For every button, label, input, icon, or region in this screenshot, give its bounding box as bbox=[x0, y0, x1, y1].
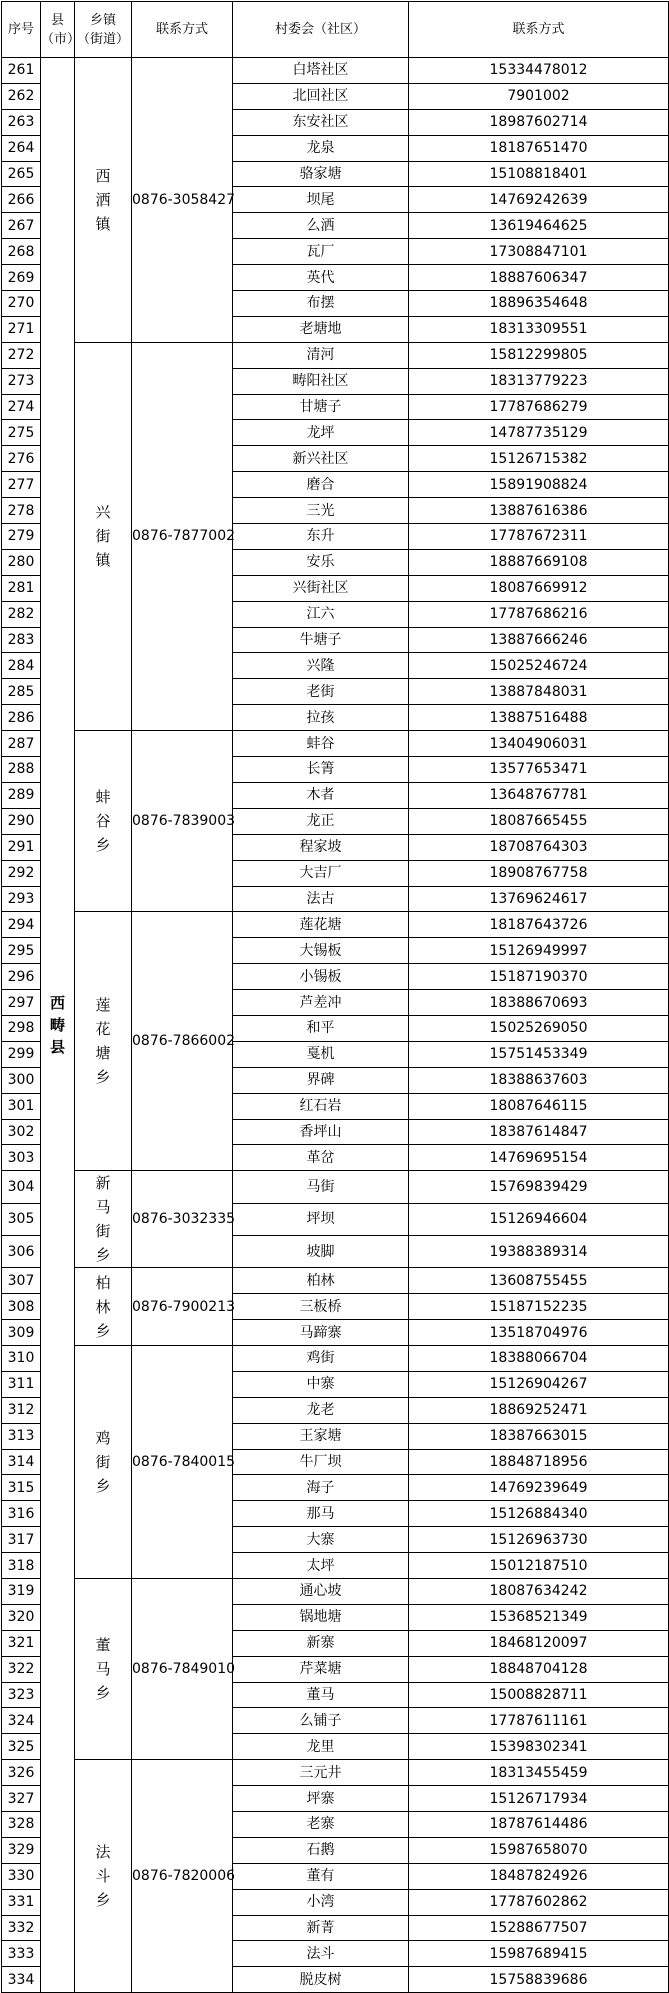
table-row bbox=[2, 1345, 669, 1371]
town-char: 花 bbox=[95, 1020, 111, 1039]
village-name: 王家塘 bbox=[233, 1423, 409, 1449]
village-name: 蚌谷 bbox=[233, 731, 409, 757]
village-phone: 13887848031 bbox=[409, 679, 669, 705]
table-row bbox=[2, 1760, 669, 1786]
village-name: 革岔 bbox=[233, 1145, 409, 1171]
row-seq: 295 bbox=[2, 938, 41, 964]
village-name: 白塔社区 bbox=[233, 58, 409, 84]
village-phone: 15368521349 bbox=[409, 1604, 669, 1630]
village-name: 瓦厂 bbox=[233, 239, 409, 265]
row-seq: 333 bbox=[2, 1941, 41, 1967]
village-name: 小锡板 bbox=[233, 964, 409, 990]
row-seq: 316 bbox=[2, 1501, 41, 1527]
row-seq: 274 bbox=[2, 394, 41, 420]
village-phone: 17787611161 bbox=[409, 1708, 669, 1734]
row-seq: 303 bbox=[2, 1145, 41, 1171]
village-phone: 18387663015 bbox=[409, 1423, 669, 1449]
village-phone: 14769239649 bbox=[409, 1475, 669, 1501]
village-name: 中寨 bbox=[233, 1371, 409, 1397]
row-seq: 311 bbox=[2, 1371, 41, 1397]
village-name: 龙坪 bbox=[233, 420, 409, 446]
village-name: 布摆 bbox=[233, 291, 409, 317]
row-seq: 286 bbox=[2, 705, 41, 731]
village-name: 石鹅 bbox=[233, 1837, 409, 1863]
row-seq: 320 bbox=[2, 1604, 41, 1630]
row-seq: 296 bbox=[2, 964, 41, 990]
village-phone: 15288677507 bbox=[409, 1915, 669, 1941]
village-name: 牛厂坝 bbox=[233, 1449, 409, 1475]
town-phone: 0876-7900213 bbox=[132, 1268, 233, 1346]
village-phone: 18848704128 bbox=[409, 1656, 669, 1682]
village-phone: 13577653471 bbox=[409, 757, 669, 783]
town-char: 林 bbox=[95, 1297, 111, 1316]
village-phone: 15812299805 bbox=[409, 342, 669, 368]
town-char: 鸡 bbox=[95, 1428, 111, 1447]
village-name: 兴隆 bbox=[233, 653, 409, 679]
village-name: 大寨 bbox=[233, 1527, 409, 1553]
header-village: 村委会（社区） bbox=[233, 2, 409, 58]
row-seq: 302 bbox=[2, 1119, 41, 1145]
village-phone: 13404906031 bbox=[409, 731, 669, 757]
town-char: 谷 bbox=[95, 812, 111, 831]
table-row bbox=[2, 58, 669, 84]
village-phone: 15012187510 bbox=[409, 1553, 669, 1579]
village-phone: 15126715382 bbox=[409, 446, 669, 472]
village-phone: 19388389314 bbox=[409, 1235, 669, 1267]
village-phone: 7901002 bbox=[409, 83, 669, 109]
village-name: 龙泉 bbox=[233, 135, 409, 161]
village-name: 鸡街 bbox=[233, 1345, 409, 1371]
row-seq: 261 bbox=[2, 58, 41, 84]
village-phone: 17787686279 bbox=[409, 394, 669, 420]
town-phone: 0876-3058427 bbox=[132, 58, 233, 343]
village-phone: 18187651470 bbox=[409, 135, 669, 161]
header-county-line1: 县 bbox=[50, 12, 64, 28]
row-seq: 314 bbox=[2, 1449, 41, 1475]
village-phone: 18313309551 bbox=[409, 316, 669, 342]
village-phone: 18087669912 bbox=[409, 575, 669, 601]
row-seq: 281 bbox=[2, 575, 41, 601]
table-row bbox=[2, 1268, 669, 1294]
header-town-line2: （街道） bbox=[76, 31, 129, 47]
town-cell bbox=[75, 731, 132, 912]
table-body bbox=[2, 58, 669, 1993]
village-name: 龙正 bbox=[233, 808, 409, 834]
town-char: 西 bbox=[95, 166, 111, 185]
town-cell bbox=[75, 1171, 132, 1268]
village-phone: 15108818401 bbox=[409, 161, 669, 187]
village-name: 小湾 bbox=[233, 1889, 409, 1915]
table-row bbox=[2, 1578, 669, 1604]
village-phone: 15758839686 bbox=[409, 1967, 669, 1993]
village-phone: 15008828711 bbox=[409, 1682, 669, 1708]
town-cell bbox=[75, 1268, 132, 1346]
county-char: 畴 bbox=[49, 1016, 65, 1035]
village-phone: 18896354648 bbox=[409, 291, 669, 317]
village-phone: 15126717934 bbox=[409, 1786, 669, 1812]
row-seq: 319 bbox=[2, 1578, 41, 1604]
row-seq: 298 bbox=[2, 1015, 41, 1041]
village-name: 英代 bbox=[233, 265, 409, 291]
row-seq: 324 bbox=[2, 1708, 41, 1734]
village-name: 畴阳社区 bbox=[233, 368, 409, 394]
header-seq: 序号 bbox=[2, 2, 41, 58]
row-seq: 322 bbox=[2, 1656, 41, 1682]
village-phone: 15126884340 bbox=[409, 1501, 669, 1527]
county-cell bbox=[41, 58, 75, 1993]
town-char: 新 bbox=[95, 1174, 111, 1193]
table-row bbox=[2, 342, 669, 368]
row-seq: 282 bbox=[2, 601, 41, 627]
village-phone: 13769624617 bbox=[409, 886, 669, 912]
row-seq: 308 bbox=[2, 1294, 41, 1320]
village-phone: 18087634242 bbox=[409, 1578, 669, 1604]
village-phone: 18388637603 bbox=[409, 1067, 669, 1093]
village-name: 兴街社区 bbox=[233, 575, 409, 601]
town-cell bbox=[75, 342, 132, 730]
row-seq: 317 bbox=[2, 1527, 41, 1553]
village-phone: 18708764303 bbox=[409, 834, 669, 860]
row-seq: 275 bbox=[2, 420, 41, 446]
village-name: 甘塘子 bbox=[233, 394, 409, 420]
village-phone: 13887616386 bbox=[409, 498, 669, 524]
row-seq: 273 bbox=[2, 368, 41, 394]
village-name: 海子 bbox=[233, 1475, 409, 1501]
row-seq: 278 bbox=[2, 498, 41, 524]
town-char: 乡 bbox=[95, 1891, 111, 1910]
village-phone: 15126949997 bbox=[409, 938, 669, 964]
contact-table bbox=[1, 1, 669, 1993]
county-char: 县 bbox=[49, 1038, 65, 1057]
village-phone: 13887516488 bbox=[409, 705, 669, 731]
town-char: 镇 bbox=[95, 551, 111, 570]
row-seq: 300 bbox=[2, 1067, 41, 1093]
county-char: 西 bbox=[49, 994, 65, 1013]
village-phone: 18187643726 bbox=[409, 912, 669, 938]
row-seq: 306 bbox=[2, 1235, 41, 1267]
row-seq: 309 bbox=[2, 1320, 41, 1346]
row-seq: 268 bbox=[2, 239, 41, 265]
village-name: 法古 bbox=[233, 886, 409, 912]
village-name: 坝尾 bbox=[233, 187, 409, 213]
town-char: 街 bbox=[95, 1222, 111, 1241]
village-phone: 18087665455 bbox=[409, 808, 669, 834]
village-name: 大吉厂 bbox=[233, 860, 409, 886]
village-phone: 15187190370 bbox=[409, 964, 669, 990]
village-phone: 15769839429 bbox=[409, 1171, 669, 1203]
row-seq: 292 bbox=[2, 860, 41, 886]
row-seq: 329 bbox=[2, 1837, 41, 1863]
town-phone: 0876-7877002 bbox=[132, 342, 233, 730]
row-seq: 331 bbox=[2, 1889, 41, 1915]
row-seq: 293 bbox=[2, 886, 41, 912]
village-phone: 15187152235 bbox=[409, 1294, 669, 1320]
village-phone: 18887669108 bbox=[409, 549, 669, 575]
village-phone: 15126963730 bbox=[409, 1527, 669, 1553]
village-name: 坪坝 bbox=[233, 1203, 409, 1235]
row-seq: 321 bbox=[2, 1630, 41, 1656]
village-name: 董有 bbox=[233, 1863, 409, 1889]
village-name: 三光 bbox=[233, 498, 409, 524]
row-seq: 332 bbox=[2, 1915, 41, 1941]
row-seq: 318 bbox=[2, 1553, 41, 1579]
row-seq: 330 bbox=[2, 1863, 41, 1889]
row-seq: 305 bbox=[2, 1203, 41, 1235]
row-seq: 277 bbox=[2, 472, 41, 498]
village-phone: 17787602862 bbox=[409, 1889, 669, 1915]
row-seq: 285 bbox=[2, 679, 41, 705]
town-char: 洒 bbox=[95, 190, 111, 209]
town-phone: 0876-7840015 bbox=[132, 1345, 233, 1578]
row-seq: 315 bbox=[2, 1475, 41, 1501]
row-seq: 288 bbox=[2, 757, 41, 783]
town-char: 斗 bbox=[95, 1867, 111, 1886]
village-name: 牛塘子 bbox=[233, 627, 409, 653]
town-phone: 0876-7849010 bbox=[132, 1578, 233, 1759]
town-char: 莲 bbox=[95, 996, 111, 1015]
village-phone: 18313779223 bbox=[409, 368, 669, 394]
town-cell bbox=[75, 1578, 132, 1759]
village-phone: 13648767781 bbox=[409, 782, 669, 808]
row-seq: 313 bbox=[2, 1423, 41, 1449]
row-seq: 310 bbox=[2, 1345, 41, 1371]
village-phone: 18787614486 bbox=[409, 1812, 669, 1838]
town-char: 塘 bbox=[95, 1044, 111, 1063]
town-char: 蚌 bbox=[95, 788, 111, 807]
village-phone: 18387614847 bbox=[409, 1119, 669, 1145]
town-char: 乡 bbox=[95, 1476, 111, 1495]
village-name: 拉孩 bbox=[233, 705, 409, 731]
village-name: 程家坡 bbox=[233, 834, 409, 860]
table-row bbox=[2, 912, 669, 938]
header-county bbox=[41, 2, 81, 58]
town-char: 马 bbox=[95, 1198, 111, 1217]
row-seq: 272 bbox=[2, 342, 41, 368]
village-name: 脱皮树 bbox=[233, 1967, 409, 1993]
village-phone: 15126904267 bbox=[409, 1371, 669, 1397]
header-town-phone: 联系方式 bbox=[132, 2, 233, 58]
village-phone: 14787735129 bbox=[409, 420, 669, 446]
village-phone: 15025269050 bbox=[409, 1015, 669, 1041]
village-phone: 14769242639 bbox=[409, 187, 669, 213]
row-seq: 271 bbox=[2, 316, 41, 342]
village-phone: 18848718956 bbox=[409, 1449, 669, 1475]
row-seq: 269 bbox=[2, 265, 41, 291]
village-name: 么洒 bbox=[233, 213, 409, 239]
town-cell bbox=[75, 1760, 132, 1993]
village-name: 柏林 bbox=[233, 1268, 409, 1294]
town-char: 柏 bbox=[95, 1273, 111, 1292]
row-seq: 291 bbox=[2, 834, 41, 860]
village-name: 和平 bbox=[233, 1015, 409, 1041]
village-phone: 18388670693 bbox=[409, 990, 669, 1016]
village-phone: 13619464625 bbox=[409, 213, 669, 239]
village-name: 龙老 bbox=[233, 1397, 409, 1423]
row-seq: 267 bbox=[2, 213, 41, 239]
town-char: 乡 bbox=[95, 836, 111, 855]
village-name: 骆家塘 bbox=[233, 161, 409, 187]
town-char: 兴 bbox=[95, 503, 111, 522]
village-phone: 17308847101 bbox=[409, 239, 669, 265]
village-name: 龙里 bbox=[233, 1734, 409, 1760]
town-cell bbox=[75, 912, 132, 1171]
town-char: 街 bbox=[95, 527, 111, 546]
village-phone: 18487824926 bbox=[409, 1863, 669, 1889]
town-char: 乡 bbox=[95, 1684, 111, 1703]
village-name: 芹菜塘 bbox=[233, 1656, 409, 1682]
village-name: 锅地塘 bbox=[233, 1604, 409, 1630]
row-seq: 276 bbox=[2, 446, 41, 472]
village-phone: 15126946604 bbox=[409, 1203, 669, 1235]
table-header bbox=[2, 2, 669, 58]
row-seq: 289 bbox=[2, 782, 41, 808]
village-name: 坡脚 bbox=[233, 1235, 409, 1267]
header-county-line2: （市） bbox=[41, 31, 81, 47]
village-name: 东安社区 bbox=[233, 109, 409, 135]
town-phone: 0876-7839003 bbox=[132, 731, 233, 912]
village-name: 马蹄寨 bbox=[233, 1320, 409, 1346]
village-phone: 15987658070 bbox=[409, 1837, 669, 1863]
row-seq: 334 bbox=[2, 1967, 41, 1993]
table-row bbox=[2, 731, 669, 757]
header-town bbox=[75, 2, 132, 58]
row-seq: 307 bbox=[2, 1268, 41, 1294]
village-phone: 17787672311 bbox=[409, 524, 669, 550]
header-village-phone: 联系方式 bbox=[409, 2, 669, 58]
village-name: 太坪 bbox=[233, 1553, 409, 1579]
village-name: 马街 bbox=[233, 1171, 409, 1203]
header-town-line1: 乡镇 bbox=[89, 12, 116, 28]
village-phone: 15891908824 bbox=[409, 472, 669, 498]
town-char: 董 bbox=[95, 1636, 111, 1655]
village-phone: 18908767758 bbox=[409, 860, 669, 886]
village-name: 红石岩 bbox=[233, 1093, 409, 1119]
town-char: 乡 bbox=[95, 1068, 111, 1087]
row-seq: 312 bbox=[2, 1397, 41, 1423]
village-phone: 15398302341 bbox=[409, 1734, 669, 1760]
town-char: 乡 bbox=[95, 1321, 111, 1340]
row-seq: 287 bbox=[2, 731, 41, 757]
village-name: 芦差冲 bbox=[233, 990, 409, 1016]
village-phone: 18468120097 bbox=[409, 1630, 669, 1656]
row-seq: 264 bbox=[2, 135, 41, 161]
village-name: 北回社区 bbox=[233, 83, 409, 109]
row-seq: 325 bbox=[2, 1734, 41, 1760]
village-phone: 18987602714 bbox=[409, 109, 669, 135]
row-seq: 294 bbox=[2, 912, 41, 938]
village-name: 新兴社区 bbox=[233, 446, 409, 472]
row-seq: 263 bbox=[2, 109, 41, 135]
town-char: 法 bbox=[95, 1843, 111, 1862]
village-phone: 17787686216 bbox=[409, 601, 669, 627]
row-seq: 327 bbox=[2, 1786, 41, 1812]
town-cell bbox=[75, 1345, 132, 1578]
village-name: 坪寨 bbox=[233, 1786, 409, 1812]
village-name: 那马 bbox=[233, 1501, 409, 1527]
village-phone: 18869252471 bbox=[409, 1397, 669, 1423]
village-name: 么铺子 bbox=[233, 1708, 409, 1734]
village-name: 通心坡 bbox=[233, 1578, 409, 1604]
row-seq: 297 bbox=[2, 990, 41, 1016]
town-phone: 0876-7866002 bbox=[132, 912, 233, 1171]
village-name: 江六 bbox=[233, 601, 409, 627]
village-phone: 13887666246 bbox=[409, 627, 669, 653]
town-char: 街 bbox=[95, 1452, 111, 1471]
village-name: 磨合 bbox=[233, 472, 409, 498]
row-seq: 299 bbox=[2, 1041, 41, 1067]
village-name: 木者 bbox=[233, 782, 409, 808]
row-seq: 262 bbox=[2, 83, 41, 109]
village-phone: 13608755455 bbox=[409, 1268, 669, 1294]
row-seq: 284 bbox=[2, 653, 41, 679]
row-seq: 270 bbox=[2, 291, 41, 317]
town-char: 马 bbox=[95, 1660, 111, 1679]
row-seq: 304 bbox=[2, 1171, 41, 1203]
village-name: 老街 bbox=[233, 679, 409, 705]
village-name: 戛机 bbox=[233, 1041, 409, 1067]
row-seq: 326 bbox=[2, 1760, 41, 1786]
row-seq: 283 bbox=[2, 627, 41, 653]
village-name: 长箐 bbox=[233, 757, 409, 783]
village-name: 安乐 bbox=[233, 549, 409, 575]
village-phone: 18887606347 bbox=[409, 265, 669, 291]
row-seq: 266 bbox=[2, 187, 41, 213]
village-name: 老塘地 bbox=[233, 316, 409, 342]
town-cell bbox=[75, 58, 132, 343]
village-phone: 15987689415 bbox=[409, 1941, 669, 1967]
town-phone: 0876-3032335 bbox=[132, 1171, 233, 1268]
village-name: 法斗 bbox=[233, 1941, 409, 1967]
table-row bbox=[2, 1171, 669, 1203]
village-phone: 18087646115 bbox=[409, 1093, 669, 1119]
row-seq: 328 bbox=[2, 1812, 41, 1838]
village-name: 三板桥 bbox=[233, 1294, 409, 1320]
village-name: 新寨 bbox=[233, 1630, 409, 1656]
village-name: 新菁 bbox=[233, 1915, 409, 1941]
row-seq: 279 bbox=[2, 524, 41, 550]
village-phone: 13518704976 bbox=[409, 1320, 669, 1346]
village-name: 三元井 bbox=[233, 1760, 409, 1786]
village-phone: 18313455459 bbox=[409, 1760, 669, 1786]
village-name: 东升 bbox=[233, 524, 409, 550]
town-phone: 0876-7820006 bbox=[132, 1760, 233, 1993]
row-seq: 280 bbox=[2, 549, 41, 575]
town-char: 镇 bbox=[95, 214, 111, 233]
row-seq: 323 bbox=[2, 1682, 41, 1708]
village-phone: 15334478012 bbox=[409, 58, 669, 84]
village-name: 大锡板 bbox=[233, 938, 409, 964]
town-char: 乡 bbox=[95, 1246, 111, 1265]
village-phone: 14769695154 bbox=[409, 1145, 669, 1171]
row-seq: 265 bbox=[2, 161, 41, 187]
village-name: 董马 bbox=[233, 1682, 409, 1708]
village-phone: 15025246724 bbox=[409, 653, 669, 679]
row-seq: 290 bbox=[2, 808, 41, 834]
village-name: 香坪山 bbox=[233, 1119, 409, 1145]
village-name: 老寨 bbox=[233, 1812, 409, 1838]
village-phone: 18388066704 bbox=[409, 1345, 669, 1371]
village-phone: 15751453349 bbox=[409, 1041, 669, 1067]
village-name: 界碑 bbox=[233, 1067, 409, 1093]
village-name: 莲花塘 bbox=[233, 912, 409, 938]
row-seq: 301 bbox=[2, 1093, 41, 1119]
village-name: 清河 bbox=[233, 342, 409, 368]
